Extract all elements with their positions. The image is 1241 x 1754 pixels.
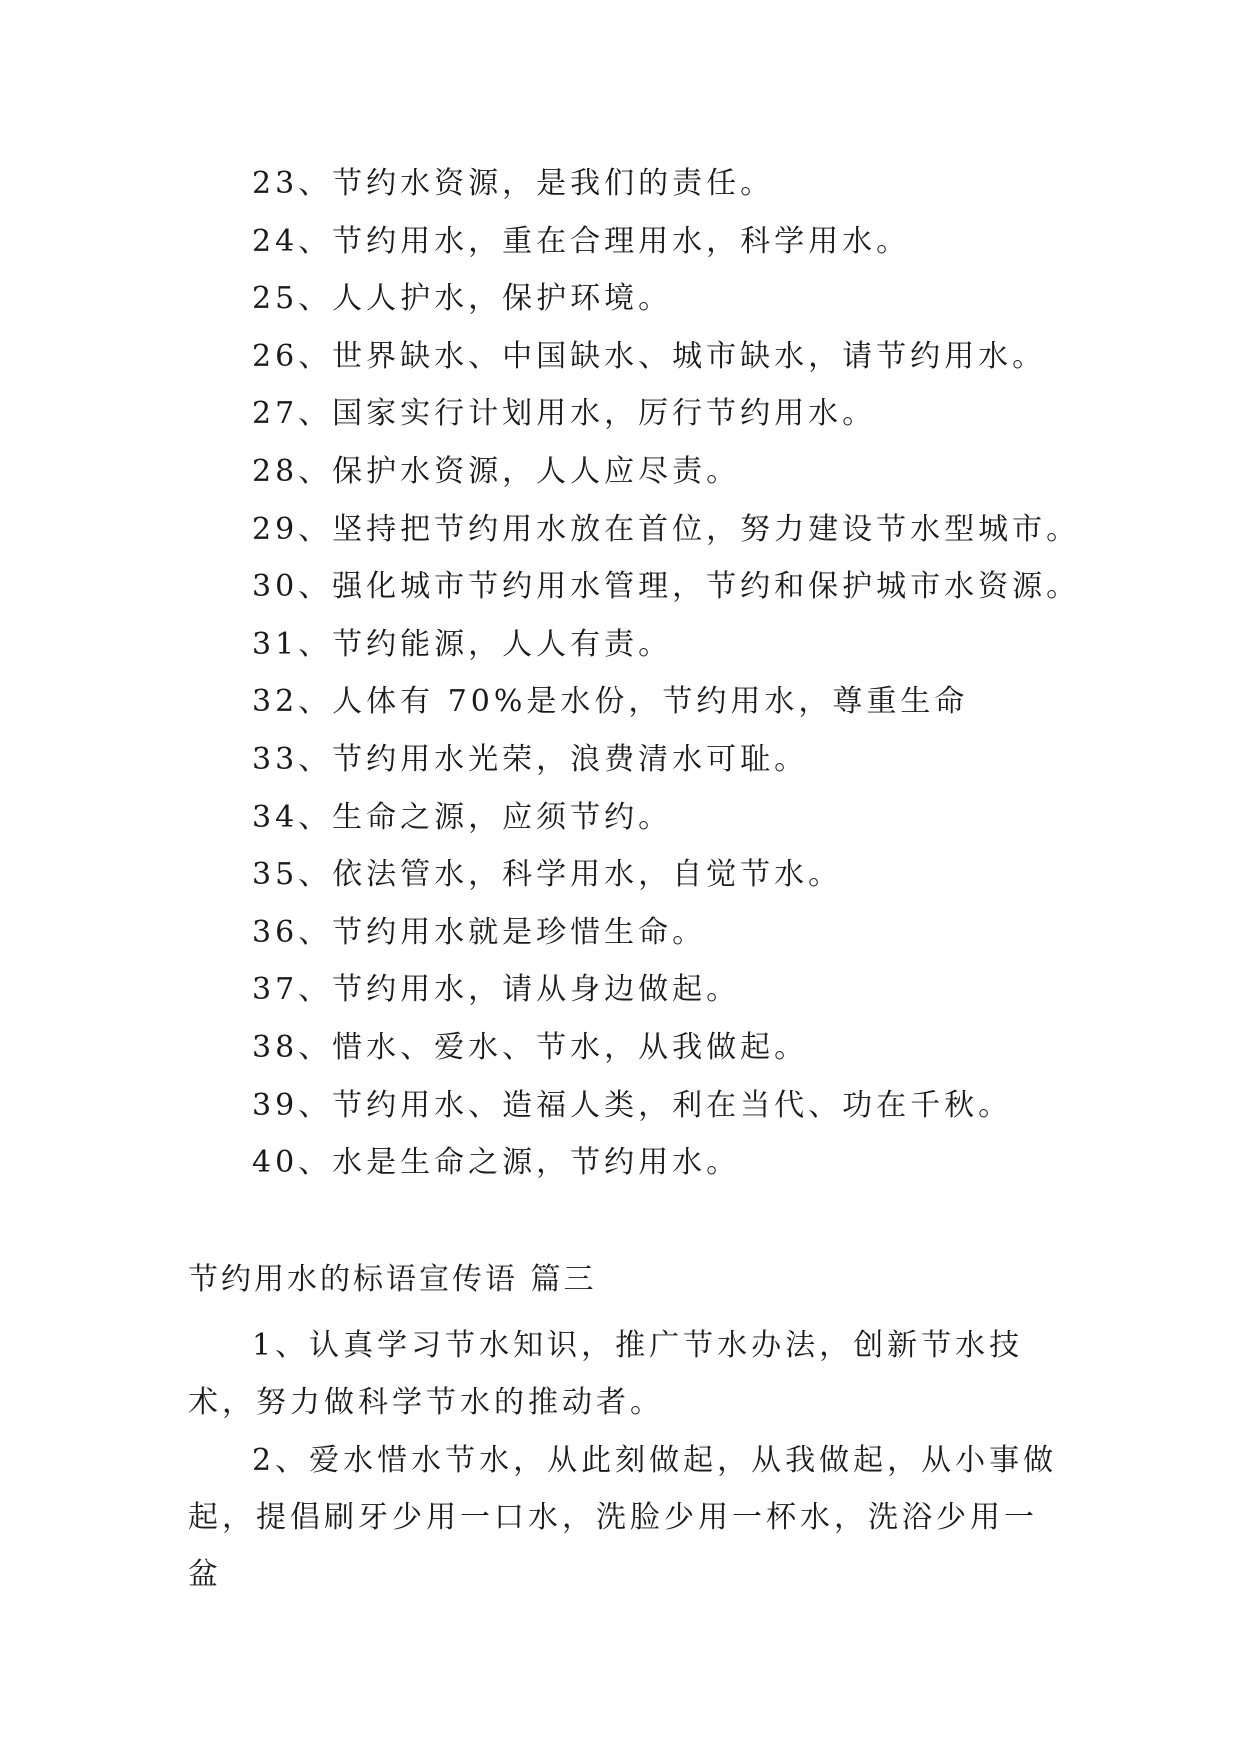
section-heading: 节约用水的标语宣传语 篇三 <box>188 1262 597 1297</box>
slogan-item: 25、人人护水，保护环境。 <box>252 281 673 317</box>
slogan-item: 34、生命之源，应须节约。 <box>252 799 673 835</box>
slogan-item: 23、节约水资源，是我们的责任。 <box>252 166 775 201</box>
slogan-item: 24、节约用水，重在合理用水，科学用水。 <box>252 223 911 259</box>
slogan-item: 27、国家实行计划用水，厉行节约用水。 <box>252 396 877 432</box>
slogan-item: 40、水是生命之源，节约用水。 <box>252 1145 741 1181</box>
slogan-item: 36、节约用水就是珍惜生命。 <box>252 914 707 950</box>
slogan-item: 33、节约用水光荣，浪费清水可耻。 <box>252 741 809 777</box>
slogan-item: 26、世界缺水、中国缺水、城市缺水，请节约用水。 <box>252 338 1047 374</box>
slogan-item: 35、依法管水，科学用水，自觉节水。 <box>252 857 843 893</box>
slogan-list <box>252 155 1152 1192</box>
slogan-item: 32、人体有 70%是水份，节约用水，尊重生命 <box>252 684 969 720</box>
slogan-item: 37、节约用水，请从身边做起。 <box>252 972 741 1008</box>
section-paragraph: 1、认真学习节水知识，推广节水办法，创新节水技术，努力做科学节水的推动者。 <box>188 1328 1024 1420</box>
slogan-item: 30、强化城市节约用水管理，节约和保护城市水资源。 <box>252 569 1081 605</box>
section-paragraph: 2、爱水惜水节水，从此刻做起，从我做起，从小事做起，提倡刷牙少用一口水，洗脸少用一杯水，洗浴少用一盆 <box>188 1443 1058 1592</box>
slogan-item: 29、坚持把节约用水放在首位，努力建设节水型城市。 <box>252 511 1081 547</box>
slogan-item: 31、节约能源，人人有责。 <box>252 626 673 662</box>
slogan-item: 28、保护水资源，人人应尽责。 <box>252 453 741 489</box>
slogan-item: 38、惜水、爱水、节水，从我做起。 <box>252 1029 809 1065</box>
slogan-item: 39、节约用水、造福人类，利在当代、功在千秋。 <box>252 1087 1013 1123</box>
